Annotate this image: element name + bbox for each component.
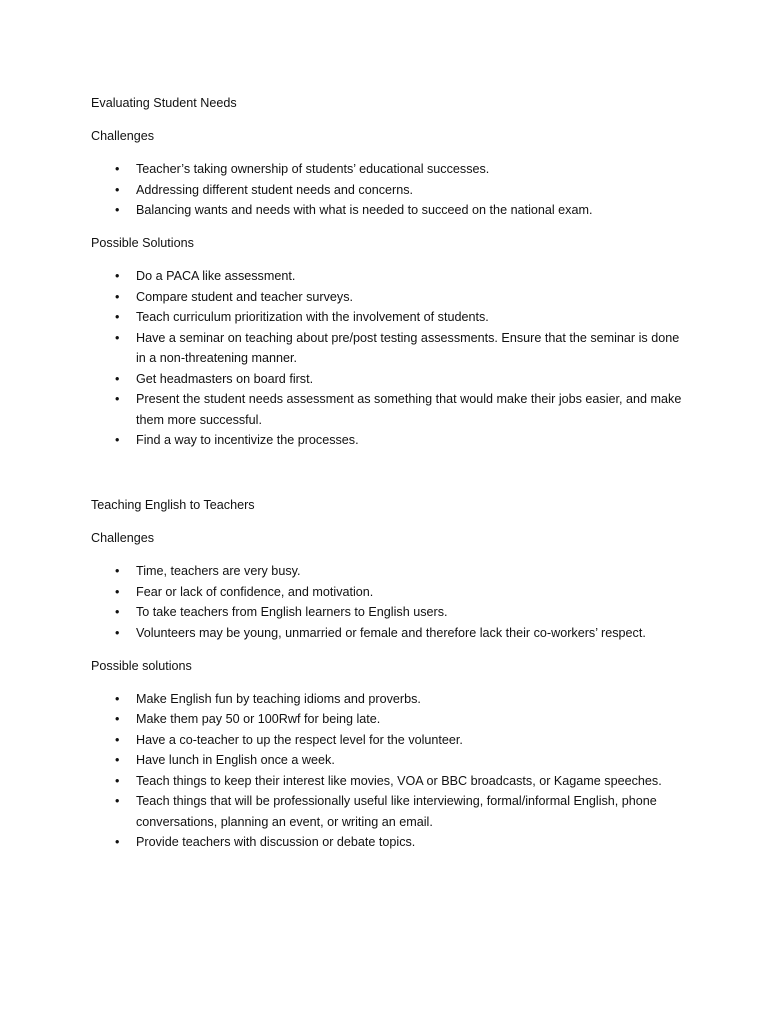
bullet-icon: • xyxy=(115,433,120,447)
list-item-text: Have a co-teacher to up the respect level for the volunteer. xyxy=(136,732,463,747)
solutions-list xyxy=(91,266,691,451)
list-item-text: Compare student and teacher surveys. xyxy=(136,289,354,304)
solutions-list xyxy=(91,689,691,853)
list-item xyxy=(91,709,691,730)
bullet-icon: • xyxy=(115,371,120,386)
bullet-icon: • xyxy=(115,625,120,640)
list-item xyxy=(91,832,691,853)
bullet-icon: • xyxy=(115,712,120,726)
list-item-text: To take teachers from English learners to English users. xyxy=(136,605,448,619)
challenges-heading: Challenges xyxy=(91,531,155,545)
list-item xyxy=(91,159,691,180)
list-item xyxy=(91,266,691,287)
list-item xyxy=(91,561,691,582)
bullet-icon: • xyxy=(115,773,120,788)
bullet-icon: • xyxy=(115,835,120,849)
list-item-text: Balancing wants and needs with what is needed to succeed on the national exam. xyxy=(136,203,593,217)
bullet-icon: • xyxy=(115,584,120,599)
list-item xyxy=(91,730,691,751)
bullet-icon: • xyxy=(115,794,120,808)
list-item-text: Have lunch in English once a week. xyxy=(136,753,335,767)
list-item xyxy=(91,389,691,430)
list-item-text: Do a PACA like assessment. xyxy=(136,269,296,283)
bullet-icon: • xyxy=(115,753,120,767)
solutions-heading: Possible solutions xyxy=(91,658,192,673)
list-item-text: Teacher’s taking ownership of students’ educational successes. xyxy=(136,162,490,176)
challenges-heading: Challenges xyxy=(91,129,155,143)
list-item xyxy=(91,602,691,623)
list-item-text: Teach things to keep their interest like movies, VOA or BBC broadcasts, or Kagame speeches. xyxy=(136,773,662,788)
solutions-heading: Possible Solutions xyxy=(91,236,194,250)
list-item xyxy=(91,430,691,451)
bullet-icon: • xyxy=(115,564,120,578)
list-item xyxy=(91,750,691,771)
list-item xyxy=(91,369,691,390)
list-item-text: Make English fun by teaching idioms and proverbs. xyxy=(136,691,421,706)
bullet-icon: • xyxy=(115,310,120,324)
list-item-text: Teach things that will be professionally useful like interviewing, formal/informal English, phone conversations, planning an event, or writing an email. xyxy=(136,794,657,829)
section-title: Evaluating Student Needs xyxy=(91,96,237,110)
list-item-text: Fear or lack of confidence, and motivation. xyxy=(136,584,374,599)
list-item-text: Teach curriculum prioritization with the involvement of students. xyxy=(136,310,489,324)
list-item xyxy=(91,287,691,308)
list-item-text: Get headmasters on board first. xyxy=(136,371,314,386)
document-page xyxy=(91,93,691,865)
bullet-icon: • xyxy=(115,605,120,619)
challenges-list xyxy=(91,561,691,643)
bullet-icon: • xyxy=(115,289,120,304)
list-item-text: Present the student needs assessment as something that would make their jobs easier, and make them more successful. xyxy=(136,392,682,427)
bullet-icon: • xyxy=(115,269,120,283)
bullet-icon: • xyxy=(115,162,120,176)
list-item-text: Addressing different student needs and concerns. xyxy=(136,182,414,197)
bullet-icon: • xyxy=(115,392,120,406)
list-item-text: Make them pay 50 or 100Rwf for being late. xyxy=(136,712,381,726)
challenges-list xyxy=(91,159,691,221)
bullet-icon: • xyxy=(115,203,120,217)
list-item xyxy=(91,582,691,603)
list-item xyxy=(91,771,691,792)
list-item-text: Provide teachers with discussion or debate topics. xyxy=(136,835,416,849)
list-item xyxy=(91,200,691,221)
section-spacer xyxy=(91,463,691,495)
list-item-text: Volunteers may be young, unmarried or female and therefore lack their co-workers’ respect. xyxy=(136,625,646,640)
list-item-text: Time, teachers are very busy. xyxy=(136,564,301,578)
bullet-icon: • xyxy=(115,691,120,706)
bullet-icon: • xyxy=(115,182,120,197)
list-item xyxy=(91,791,691,832)
section-title: Teaching English to Teachers xyxy=(91,498,255,512)
list-item xyxy=(91,180,691,201)
list-item-text: Have a seminar on teaching about pre/post testing assessments. Ensure that the seminar is done in a non-threatening manner. xyxy=(136,330,680,365)
bullet-icon: • xyxy=(115,330,120,345)
list-item-text: Find a way to incentivize the processes. xyxy=(136,433,359,447)
list-item xyxy=(91,307,691,328)
list-item xyxy=(91,689,691,710)
list-item xyxy=(91,623,691,644)
list-item xyxy=(91,328,691,369)
bullet-icon: • xyxy=(115,732,120,747)
